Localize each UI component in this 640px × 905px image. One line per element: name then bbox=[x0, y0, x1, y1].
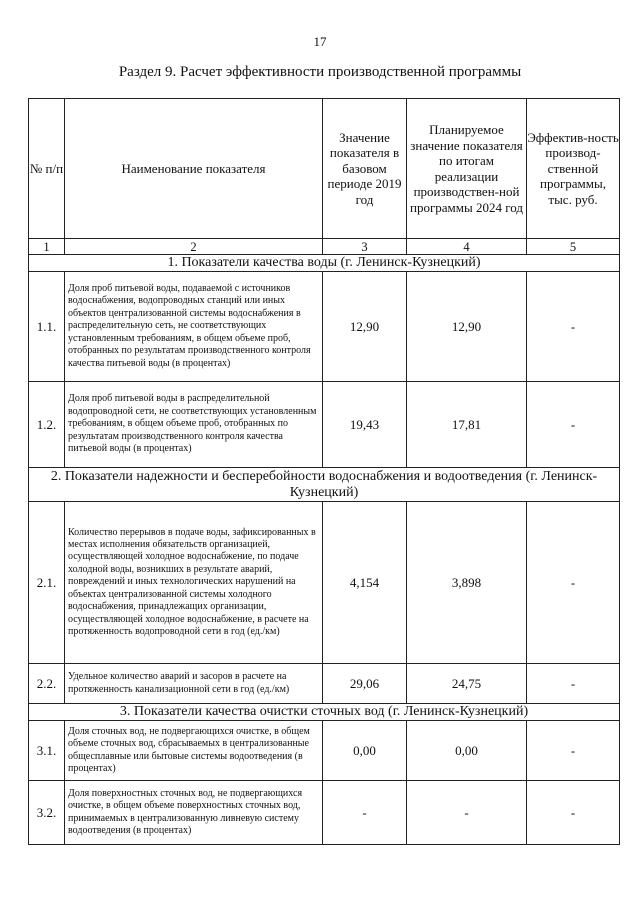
table-header-row bbox=[29, 99, 620, 239]
planned-value: 12,90 bbox=[407, 272, 527, 382]
base-value: 12,90 bbox=[323, 272, 407, 382]
row-number: 3.1. bbox=[29, 721, 65, 781]
row-number: 3.2. bbox=[29, 781, 65, 845]
page-number: 17 bbox=[313, 34, 327, 49]
section-title: 2. Показатели надежности и бесперебойности водоснабжения и водоотведения (г. Ленинск-Кузнецкий) bbox=[29, 468, 620, 502]
column-number: 2 bbox=[65, 239, 323, 255]
section-header-row bbox=[29, 255, 620, 272]
indicator-name: Удельное количество аварий и засоров в расчете на протяженность канализационной сети в год (ед./км) bbox=[65, 664, 323, 704]
efficiency-value: - bbox=[527, 721, 620, 781]
indicator-name: Доля сточных вод, не подвергающихся очистке, в общем объеме сточных вод, сбрасываемых в централизованные общесплавные или бытовые системы водоотведения (в процентах) bbox=[65, 721, 323, 781]
row-number: 1.1. bbox=[29, 272, 65, 382]
planned-value: 24,75 bbox=[407, 664, 527, 704]
planned-value: - bbox=[407, 781, 527, 845]
column-number: 5 bbox=[527, 239, 620, 255]
efficiency-value: - bbox=[527, 664, 620, 704]
efficiency-table bbox=[28, 98, 620, 845]
base-value: 19,43 bbox=[323, 382, 407, 468]
table-row bbox=[29, 664, 620, 704]
planned-value: 0,00 bbox=[407, 721, 527, 781]
efficiency-value: - bbox=[527, 502, 620, 664]
col-header-base-value: Значение показателя в базовом периоде 2019 год bbox=[323, 99, 407, 239]
column-number: 1 bbox=[29, 239, 65, 255]
section-title: 3. Показатели качества очистки сточных вод (г. Ленинск-Кузнецкий) bbox=[29, 704, 620, 721]
base-value: 0,00 bbox=[323, 721, 407, 781]
table-row bbox=[29, 721, 620, 781]
indicator-name: Доля поверхностных сточных вод, не подвергающихся очистке, в общем объеме поверхностных сточных вод, принимаемых в централизованную ливневую систему водоотведения (в процентах) bbox=[65, 781, 323, 845]
table-row bbox=[29, 781, 620, 845]
table-row bbox=[29, 382, 620, 468]
efficiency-value: - bbox=[527, 272, 620, 382]
col-header-number: № п/п bbox=[29, 99, 65, 239]
efficiency-value: - bbox=[527, 781, 620, 845]
base-value: 4,154 bbox=[323, 502, 407, 664]
col-header-indicator-name: Наименование показателя bbox=[65, 99, 323, 239]
planned-value: 3,898 bbox=[407, 502, 527, 664]
planned-value: 17,81 bbox=[407, 382, 527, 468]
indicator-name: Количество перерывов в подаче воды, зафиксированных в местах исполнения обязательств организацией, осуществляющей холодное водоснабжение, по подаче холодной воды, возникших в результате аварий, повреждений и иных технологических нарушений на объектах централизованной системы холодного водоснабжения, принадлежащих организации, осуществляющей холодное водоснабжение, в расчете на протяженность водопроводной сети в год (ед./км) bbox=[65, 502, 323, 664]
col-header-planned-value: Планируемое значение показателя по итогам реализации производствен-ной программы 2024 год bbox=[407, 99, 527, 239]
section-header-row bbox=[29, 704, 620, 721]
base-value: - bbox=[323, 781, 407, 845]
table-row bbox=[29, 272, 620, 382]
section-title: 1. Показатели качества воды (г. Ленинск-Кузнецкий) bbox=[29, 255, 620, 272]
column-number: 3 bbox=[323, 239, 407, 255]
section-header-row bbox=[29, 468, 620, 502]
page-heading: Раздел 9. Расчет эффективности производственной программы bbox=[118, 64, 522, 80]
indicator-name: Доля проб питьевой воды, подаваемой с источников водоснабжения, водопроводных станций или иных объектов централизованной системы водоснабжения в распределительную сеть, не соответствующих установленным требованиям, в общем объеме проб, отобранных по результатам производственного контроля качества питьевой воды (в процентах) bbox=[65, 272, 323, 382]
efficiency-value: - bbox=[527, 382, 620, 468]
column-number: 4 bbox=[407, 239, 527, 255]
base-value: 29,06 bbox=[323, 664, 407, 704]
indicator-name: Доля проб питьевой воды в распределительной водопроводной сети, не соответствующих установленным требованиям, в общем объеме проб, отобранных по результатам производственного контроля качества питьевой воды (в процентах) bbox=[65, 382, 323, 468]
row-number: 2.2. bbox=[29, 664, 65, 704]
column-number-row bbox=[29, 239, 620, 255]
row-number: 1.2. bbox=[29, 382, 65, 468]
table-row bbox=[29, 502, 620, 664]
col-header-efficiency: Эффектив-ность производ-ственной программы, тыс. руб. bbox=[527, 99, 620, 239]
row-number: 2.1. bbox=[29, 502, 65, 664]
